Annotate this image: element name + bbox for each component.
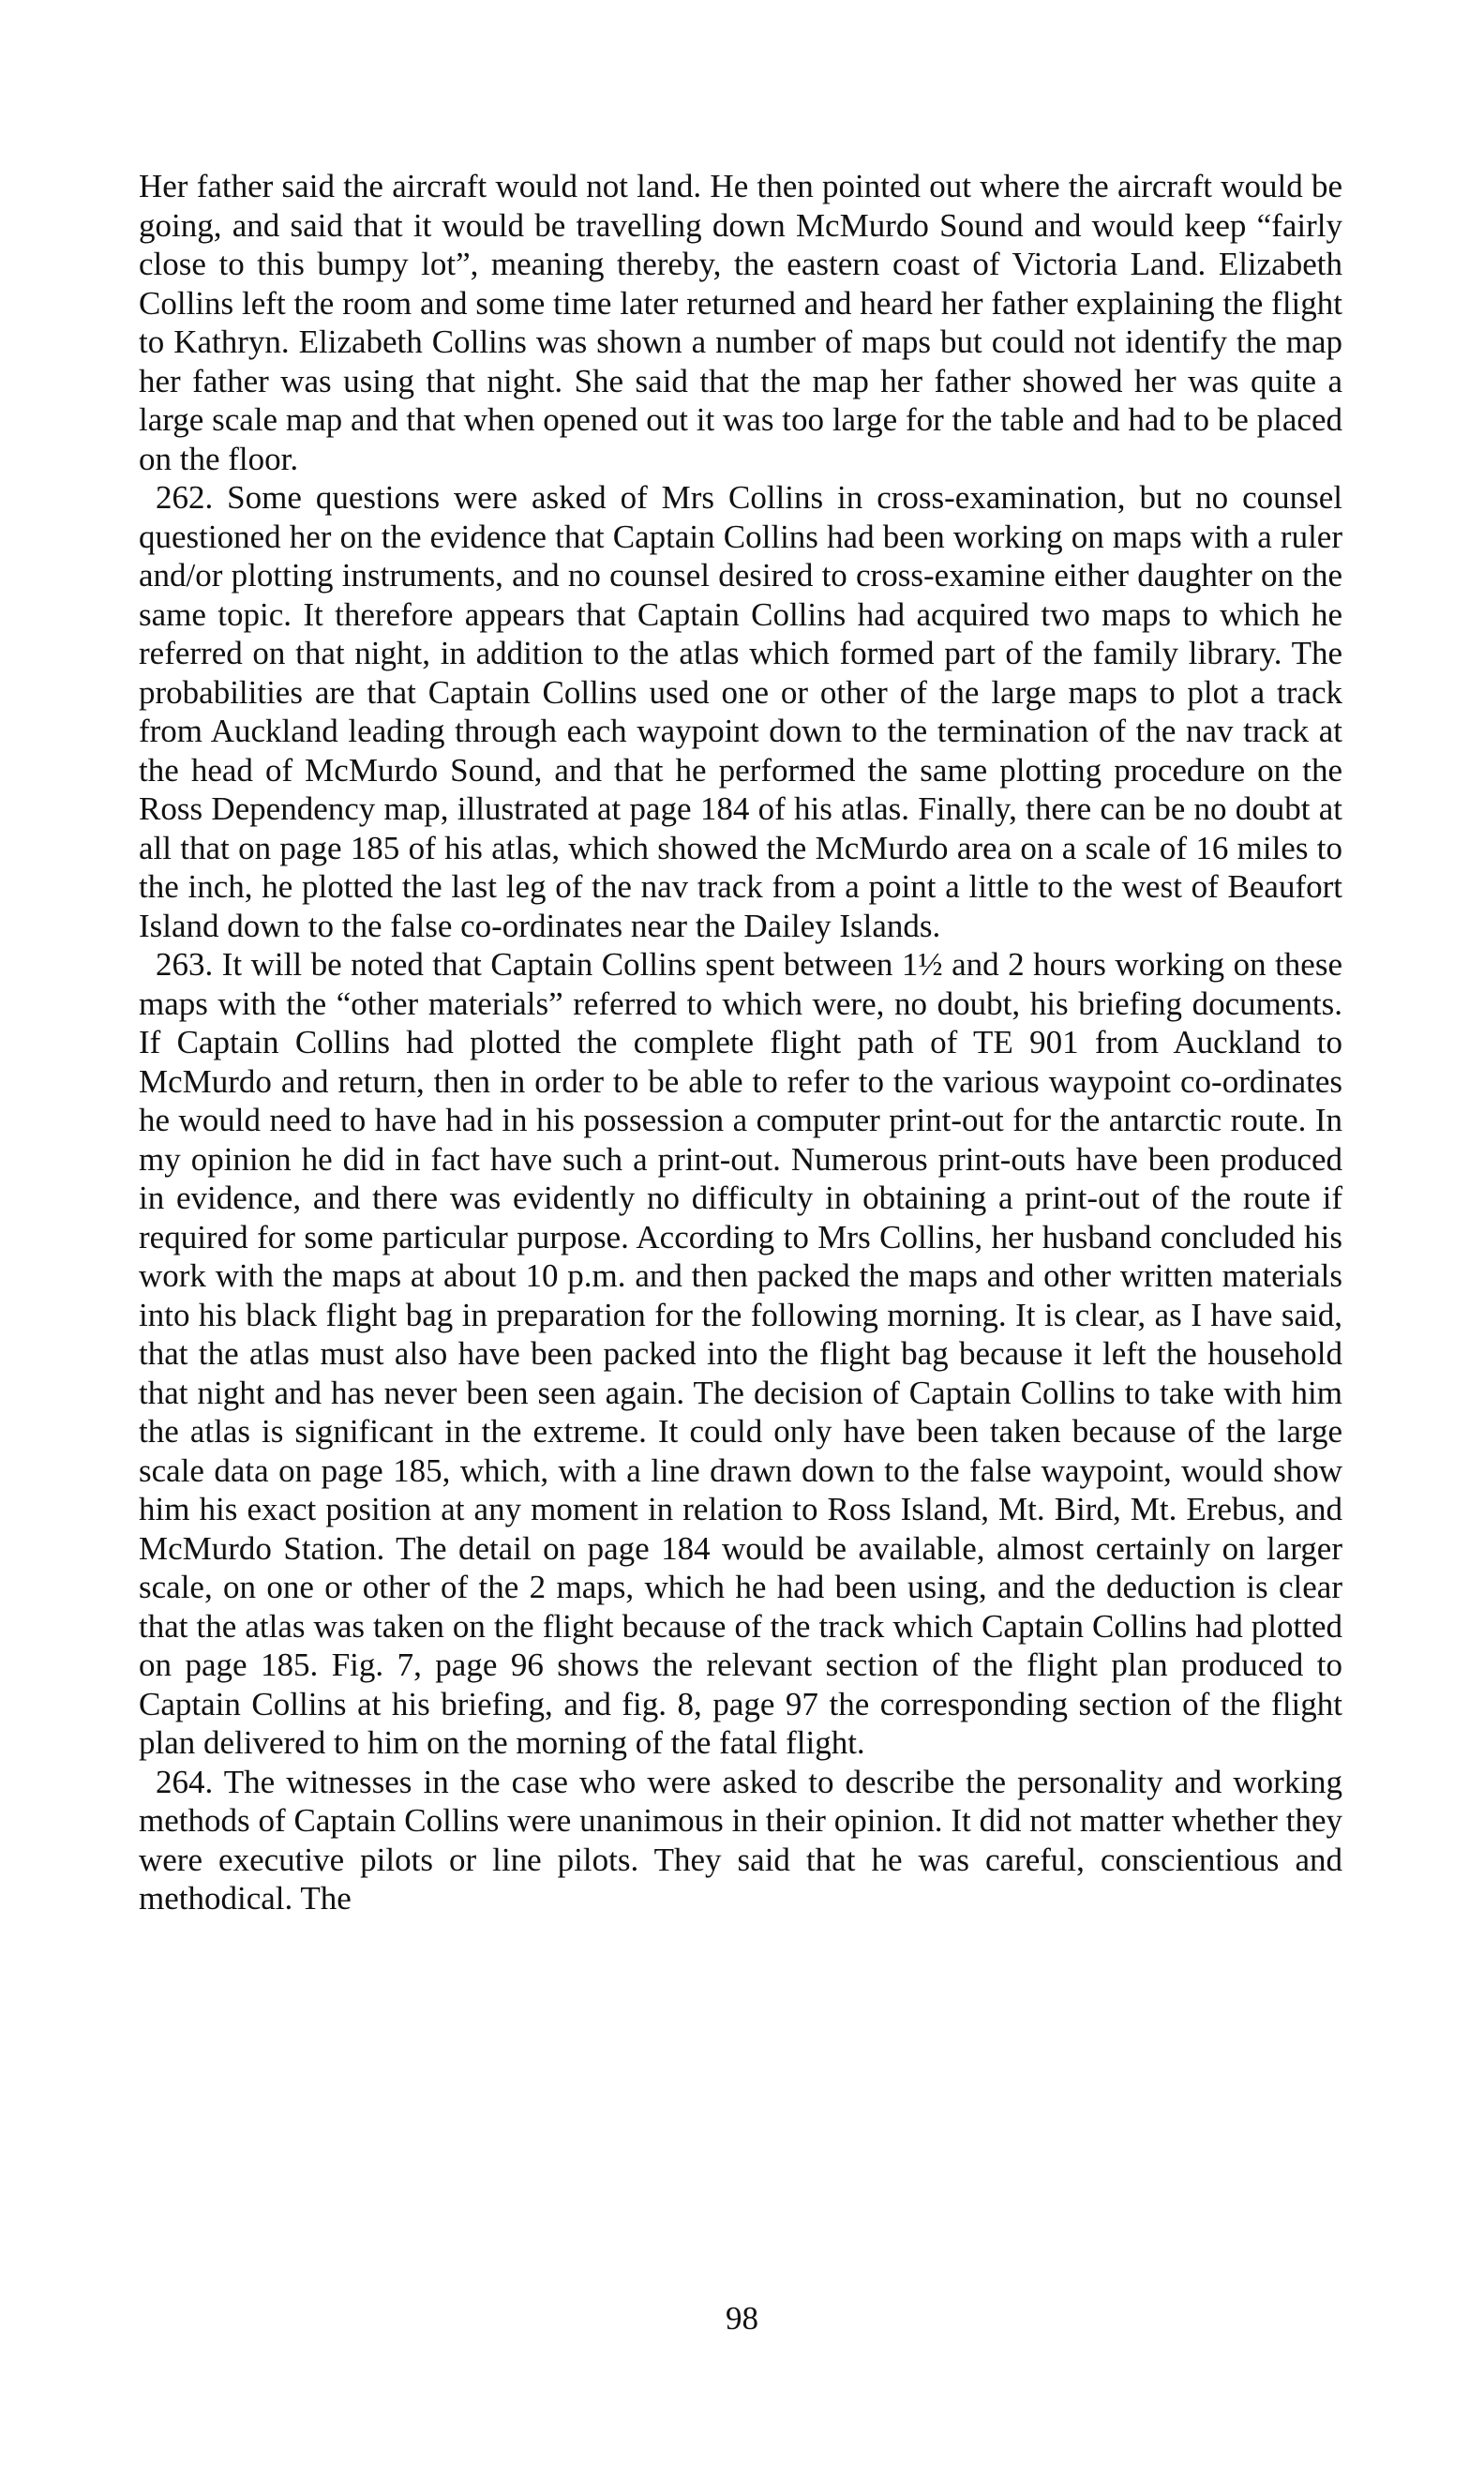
paragraph-263: 263. It will be noted that Captain Collins spent between 1½ and 2 hours working on these maps with the “other materials” referred to which were, no doubt, his briefing documents. If Captain Collins had plotted the complete flight path of TE 901 from Auckland to McMurdo and return, then in order to be able to refer to the various waypoint co-ordinates he would need to have had in his possession a computer print-out for the antarctic route. In my opinion he did in fact have such a print-out. Numerous print-outs have been produced in evidence, and there was evidently no difficulty in obtaining a print-out of the route if required for some particular purpose. According to Mrs Collins, her husband concluded his work with the maps at about 10 p.m. and then packed the maps and other written materials into his black flight bag in preparation for the following morning. It is clear, as I have said, that the atlas must also have been packed into the flight bag because it left the household that night and has never been seen again. The decision of Captain Collins to take with him the atlas is significant in the extreme. It could only have been taken because of the large scale data on page 185, which, with a line drawn down to the false waypoint, would show him his exact position at any moment in relation to Ross Island, Mt. Bird, Mt. Erebus, and McMurdo Station. The detail on page 184 would be available, almost certainly on larger scale, on one or other of the 2 maps, which he had been using, and the deduction is clear that the atlas was taken on the flight because of the track which Captain Collins had plotted on page 185. Fig. 7, page 96 shows the relevant section of the flight plan produced to Captain Collins at his briefing, and fig. 8, page 97 the corresponding section of the flight plan delivered to him on the morning of the fatal flight. <box>139 946 1342 1761</box>
page-number: 98 <box>726 2300 758 2337</box>
paragraph-262: 262. Some questions were asked of Mrs Collins in cross-examination, but no counsel questioned her on the evidence that Captain Collins had been working on maps with a ruler and/or plotting instruments, and no counsel desired to cross-examine either daughter on the same topic. It therefore appears that Captain Collins had acquired two maps to which he referred on that night, in addition to the atlas which formed part of the family library. The probabilities are that Captain Collins used one or other of the large maps to plot a track from Auckland leading through each waypoint down to the termination of the nav track at the head of McMurdo Sound, and that he performed the same plotting procedure on the Ross Dependency map, illustrated at page 184 of his atlas. Finally, there can be no doubt at all that on page 185 of his atlas, which showed the McMurdo area on a scale of 16 miles to the inch, he plotted the last leg of the nav track from a point a little to the west of Beaufort Island down to the false co-ordinates near the Dailey Islands. <box>139 479 1342 944</box>
body-text <box>139 167 1342 1918</box>
paragraph-continued: Her father said the aircraft would not land. He then pointed out where the aircraft would be going, and said that it would be travelling down McMurdo Sound and would keep “fairly close to this bumpy lot”, meaning thereby, the eastern coast of Victoria Land. Elizabeth Collins left the room and some time later returned and heard her father explaining the flight to Kathryn. Elizabeth Collins was shown a number of maps but could not identify the map her father was using that night. She said that the map her father showed her was quite a large scale map and that when opened out it was too large for the table and had to be placed on the floor. <box>139 168 1342 477</box>
paragraph-264: 264. The witnesses in the case who were asked to describe the personality and working methods of Captain Collins were unanimous in their opinion. It did not matter whether they were executive pilots or line pilots. They said that he was careful, conscientious and methodical. The <box>139 1763 1342 1917</box>
